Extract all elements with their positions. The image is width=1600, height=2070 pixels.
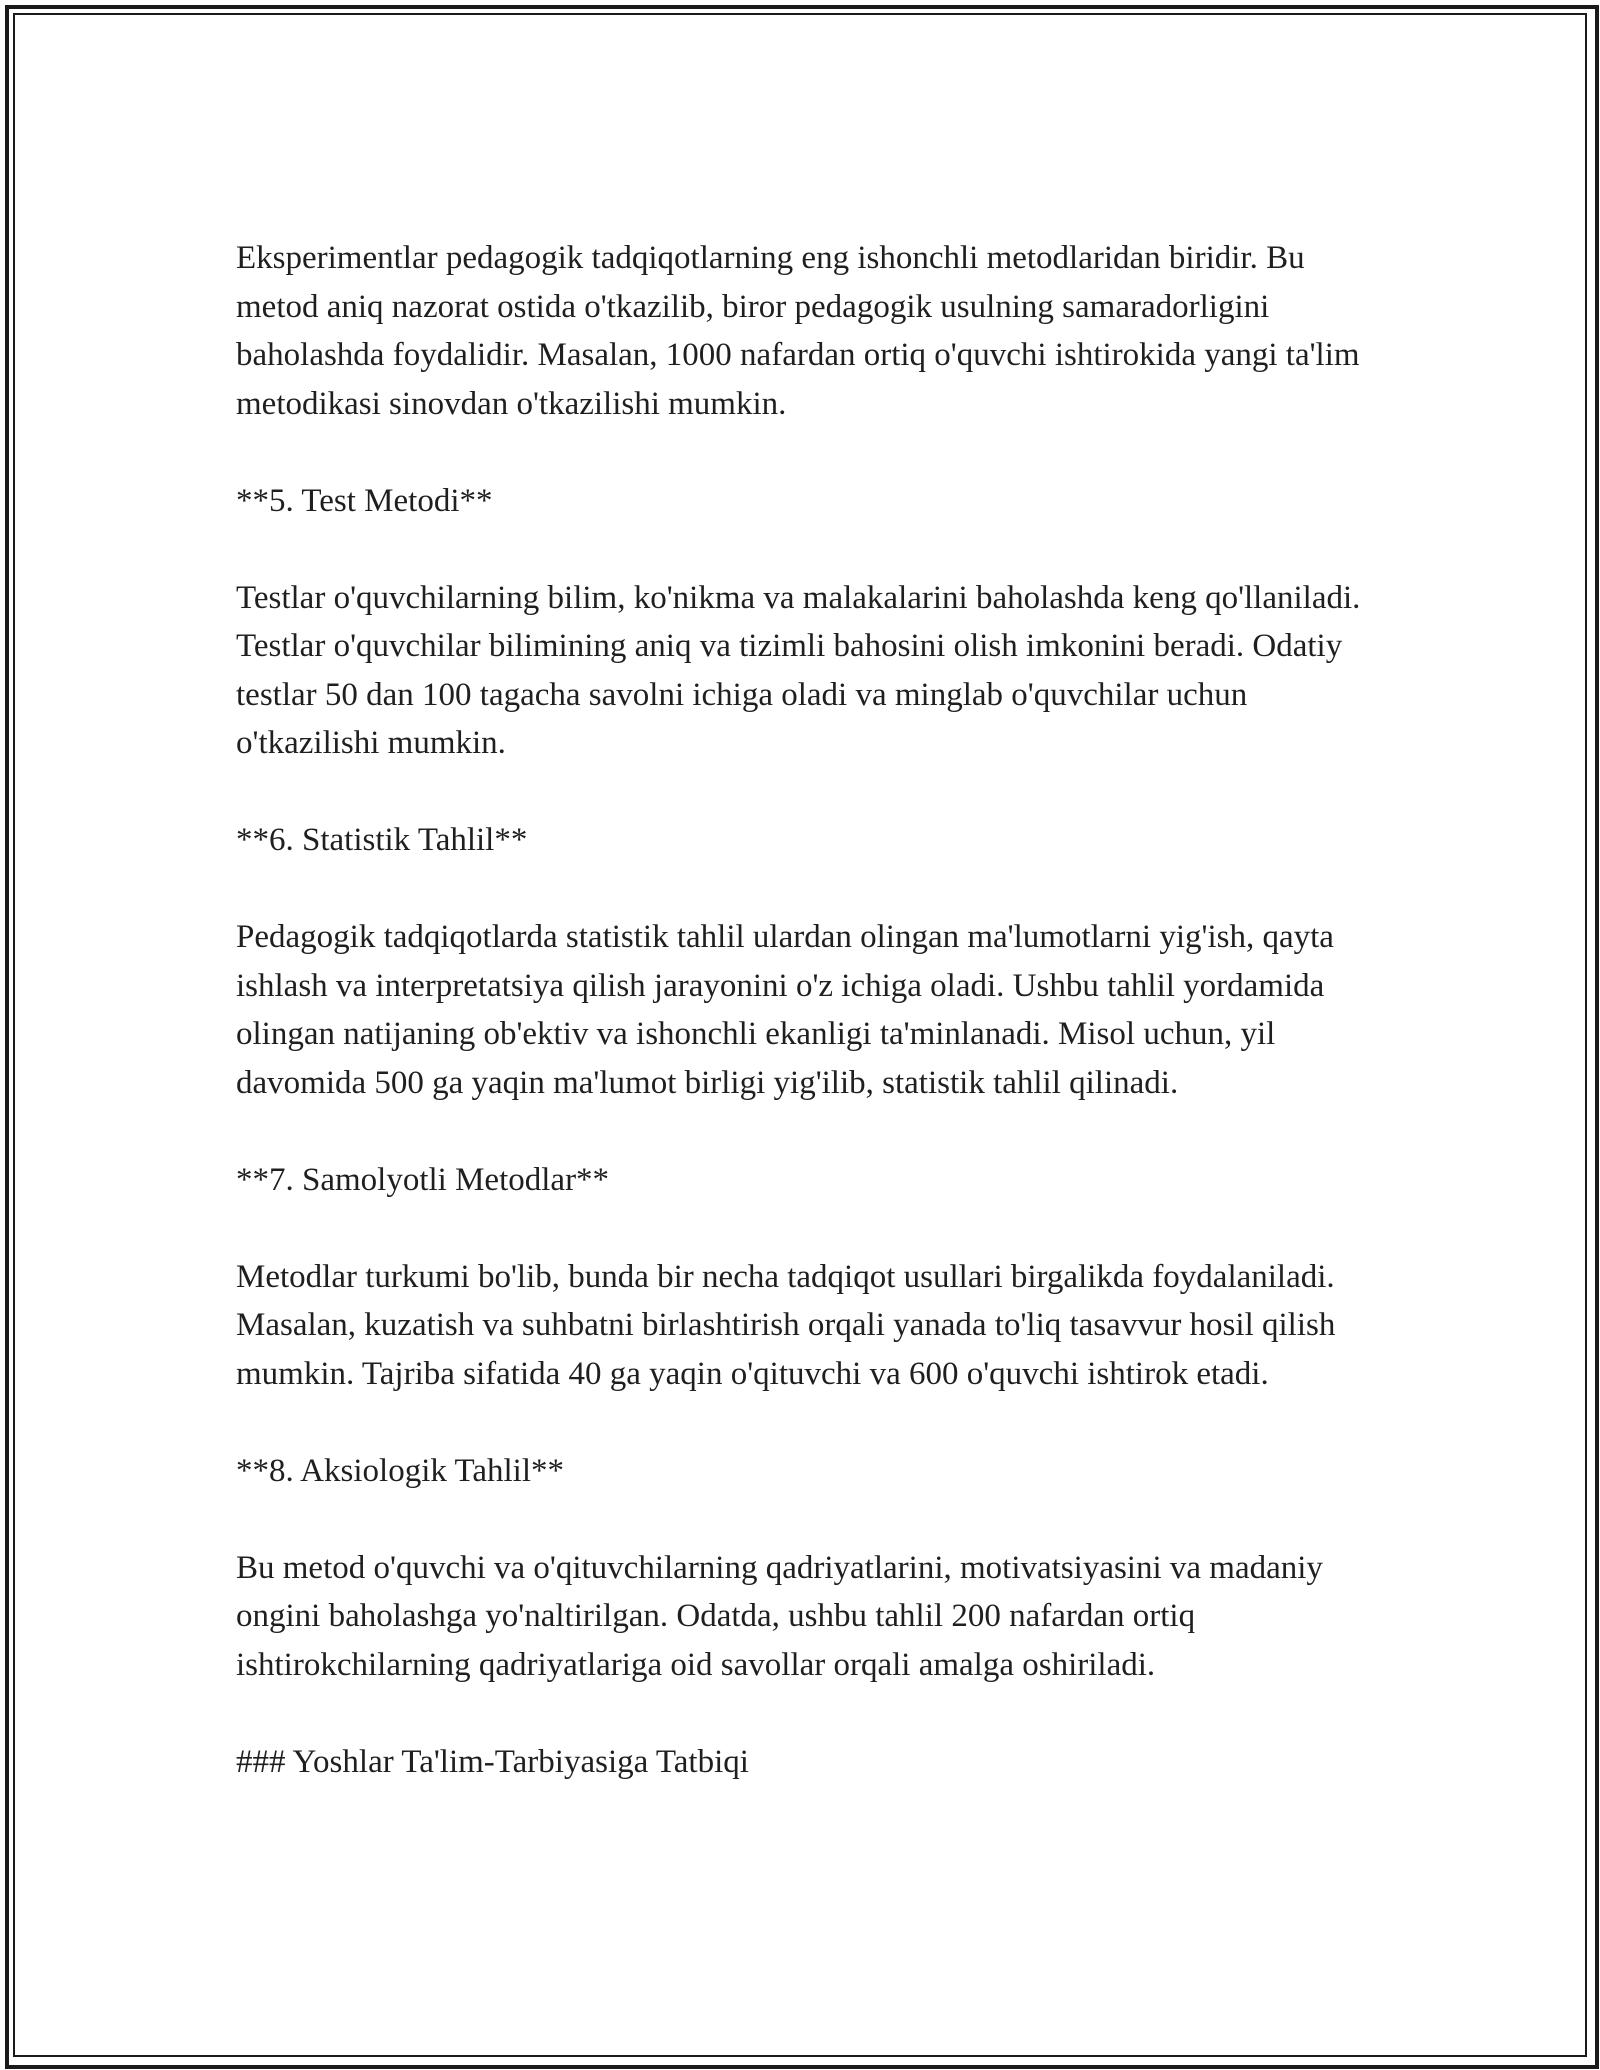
heading-statistik-tahlil: **6. Statistik Tahlil**	[236, 822, 528, 858]
heading-samolyotli-metodlar: **7. Samolyotli Metodlar**	[236, 1161, 610, 1198]
paragraph-statistik-tahlil: Pedagogik tadqiqotlarda statistik tahlil ulardan olingan ma'lumotlarni yig'ish, qayta ishlash va interpretatsiya qilish jarayonini o'z ichiga oladi. Ushbu tahlil yordamida olingan natijaning ob'ektiv va ishonchli ekanligi ta'minlanadi. Misol uchun, yil davomida 500 ga yaqin ma'lumot birligi yig'ilib, statistik tahlil qilinadi.	[236, 919, 1334, 1101]
paragraph-testlar: Testlar o'quvchilarning bilim, ko'nikma va malakalarini baholashda keng qo'llaniladi. Testlar o'quvchilar bilimining aniq va tizimli bahosini olish imkonini beradi. Odatiy testlar 50 dan 100 tagacha savolni ichiga oladi va minglab o'quvchilar uchun o'tkazilishi mumkin.	[236, 579, 1361, 761]
heading-aksiologik-tahlil: **8. Aksiologik Tahlil**	[236, 1452, 565, 1489]
paragraph-metodlar-turkumi: Metodlar turkumi bo'lib, bunda bir necha tadqiqot usullari birgalikda foydalaniladi. Masalan, kuzatish va suhbatni birlashtirish orqali yanada to'liq tasavvur hosil qilish mumkin. Tajriba sifatida 40 ga yaqin o'qituvchi va 600 o'quvchi ishtirok etadi.	[236, 1258, 1336, 1392]
heading-yoshlar-talim: ### Yoshlar Ta'lim-Tarbiyasiga Tatbiqi	[236, 1743, 749, 1780]
heading-test-metodi: **5. Test Metodi**	[236, 482, 493, 519]
paragraph-aksiologik: Bu metod o'quvchi va o'qituvchilarning qadriyatlarini, motivatsiyasini va madaniy ongini baholashga yo'naltirilgan. Odatda, ushbu tahlil 200 nafardan ortiq ishtirokchilarning qadriyatlariga oid savollar orqali amalga oshiriladi.	[236, 1549, 1323, 1683]
paragraph-eksperimentlar: Eksperimentlar pedagogik tadqiqotlarning eng ishonchli metodlaridan biridir. Bu metod aniq nazorat ostida o'tkazilib, biror pedagogik usulning samaradorligini baholashda foydalidir. Masalan, 1000 nafardan ortiq o'quvchi ishtirokida yangi ta'lim metodikasi sinovdan o'tkazilishi mumkin.	[236, 240, 1360, 422]
document-body	[236, 234, 1386, 1786]
